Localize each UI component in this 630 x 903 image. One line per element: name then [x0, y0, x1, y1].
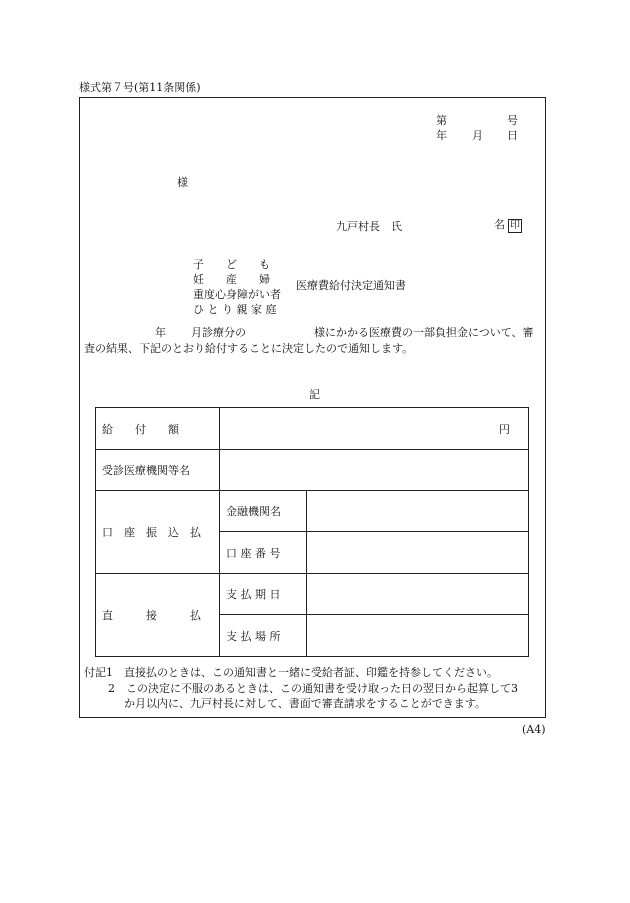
issuer-title: 九戸村長 氏: [336, 220, 402, 233]
amount-label: 給 付 額: [102, 422, 179, 436]
pay-date-value-cell: [307, 574, 529, 615]
date-month: 月: [472, 129, 483, 142]
amount-label-cell: [96, 408, 220, 450]
number-go: 号: [507, 114, 518, 127]
body-rest: 様にかかる医療費の一部負担金について、審: [314, 326, 534, 339]
number-dai: 第: [436, 114, 447, 127]
category-child: 子 ど も: [193, 258, 270, 271]
seal-mark: 印: [510, 220, 520, 231]
account-label-cell: [220, 532, 307, 574]
amount-value-cell: [220, 408, 529, 450]
account-value-cell: [307, 532, 529, 574]
account-label: 口 座 番 号: [226, 546, 281, 560]
bank-label-cell: [220, 491, 307, 532]
date-year: 年: [436, 129, 447, 142]
benefit-table: [95, 407, 529, 657]
date-day: 日: [507, 129, 518, 142]
category-single-parent: ひ と り 親 家 庭: [193, 303, 277, 316]
pay-date-label-cell: [220, 574, 307, 615]
note-1: 付記1 直接払のときは、この通知書と一緒に受給者証、印鑑を持参してください。: [84, 666, 498, 679]
doc-title: 医療費給付決定通知書: [296, 279, 406, 292]
pay-date-label: 支 払 期 日: [226, 588, 281, 601]
name-suffix: 名: [494, 218, 505, 231]
body-year: 年: [155, 326, 166, 339]
bank-label: 金融機関名: [226, 505, 281, 518]
pay-place-value-cell: [307, 615, 529, 657]
note-2a: 2 この決定に不服のあるときは、この通知書を受け取った日の翌日から起算して3: [108, 682, 518, 695]
transfer-label: 口 座 振 込 払: [102, 526, 201, 539]
body-line2: 査の結果、下記のとおり給付することに決定したので通知します。: [84, 342, 414, 355]
form-label: 様式第７号(第11条関係): [79, 81, 201, 94]
issuer-name-suffix: [494, 219, 522, 233]
amount-unit: 円: [499, 422, 510, 436]
transfer-label-cell: [96, 491, 220, 574]
pay-place-label: 支 払 場 所: [226, 629, 281, 643]
paper-size: (A4): [522, 723, 546, 736]
direct-label-cell: [96, 574, 220, 657]
institution-label: 受診医療機関等名: [102, 464, 190, 477]
addressee-suffix: 様: [177, 176, 188, 189]
direct-label: 直 接 払: [102, 609, 201, 622]
institution-label-cell: [96, 450, 220, 491]
category-pregnant: 妊 産 婦: [193, 273, 270, 286]
note-2b: か月以内に、九戸村長に対して、書面で審査請求をすることができます。: [124, 697, 486, 710]
category-list: [193, 257, 281, 317]
category-disabled: 重度心身障がい者: [193, 288, 281, 301]
bank-value-cell: [307, 491, 529, 532]
institution-value-cell: [220, 450, 529, 491]
pay-place-label-cell: [220, 615, 307, 657]
ki-mark: 記: [309, 388, 320, 401]
body-month: 月診療分の: [191, 326, 246, 339]
